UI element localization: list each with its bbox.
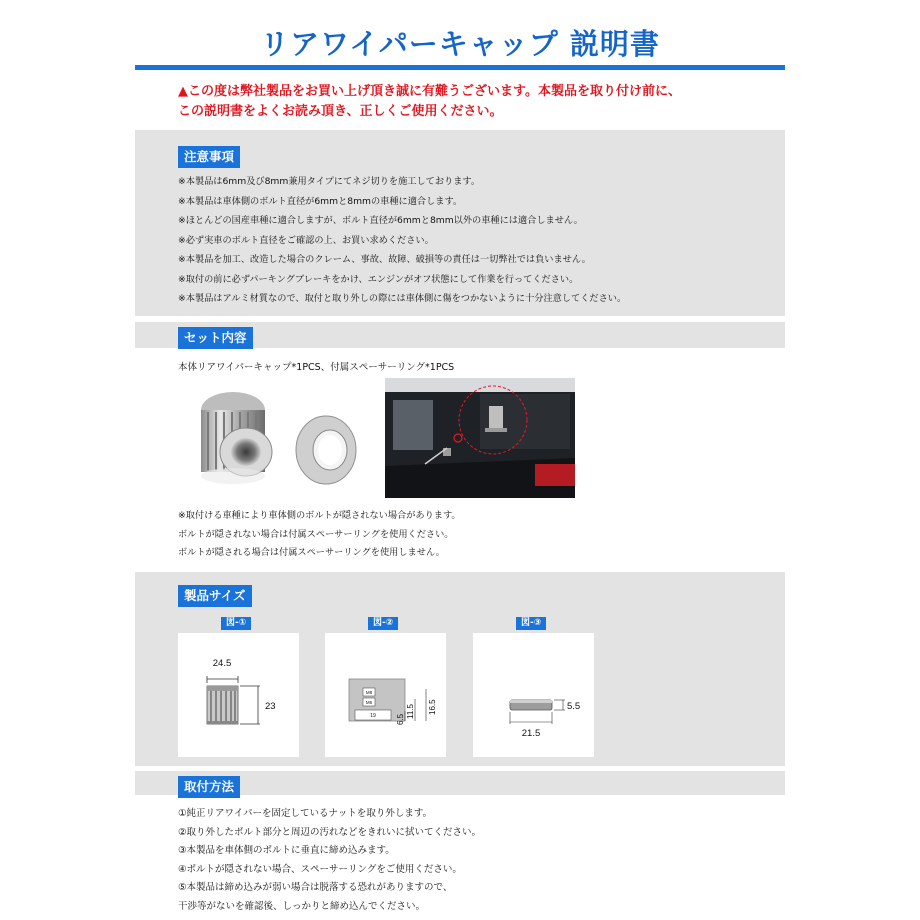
fig1-width-label: 24.5 xyxy=(212,658,232,669)
install-step: ④ボルトが隠されない場合、スペーサーリングをご使用ください。 xyxy=(178,863,462,875)
intro-notice xyxy=(178,82,778,122)
fig2-d19-label: 19 xyxy=(370,713,376,719)
install-step: ③本製品を車体側のボルトに垂直に締め込みます。 xyxy=(178,845,395,856)
caution-item: ※必ず実車のボルト直径をご確認の上、お買い求めください。 xyxy=(178,234,434,246)
install-step: ②取り外したボルト部分と周辺の汚れなどをきれいに拭いてください。 xyxy=(178,826,482,838)
page-title: リアワイパーキャップ 説明書 xyxy=(260,27,660,61)
set-note: ※取付ける車種により車体側のボルトが隠されない場合があります。 xyxy=(178,510,461,521)
install-step: ①純正リアワイパーを固定しているナットを取り外します。 xyxy=(178,808,433,819)
title-divider xyxy=(135,65,785,70)
product-photo xyxy=(178,378,368,498)
fig1-box xyxy=(178,633,299,757)
set-notes xyxy=(178,507,778,563)
caution-item: ※本製品はアルミ材質なので、取付と取り外しの際には車体側に傷をつかないように十分注意してください。 xyxy=(178,293,627,304)
install-step: 干渉等がないを確認後、しっかりと締め込んでください。 xyxy=(178,900,426,912)
install-list xyxy=(178,805,778,916)
set-note: ボルトが隠されない場合は付属スペーサーリングを使用ください。 xyxy=(178,528,454,540)
fig1-tag: 図-① xyxy=(221,617,251,630)
install-label: 取付方法 xyxy=(178,776,240,798)
fig2-box xyxy=(325,633,446,757)
fig1-drawing xyxy=(178,633,299,757)
installed-photo-illustration xyxy=(385,378,575,498)
set-description: 本体リアワイパーキャップ*1PCS、付属スペーサーリング*1PCS xyxy=(178,362,455,373)
caution-item: ※本製品は6mm及び8mm兼用タイプにてネジ切りを施工しております。 xyxy=(178,176,481,187)
fig3-box xyxy=(473,633,594,757)
intro-line-1: ▲この度は弊社製品をお買い上げ頂き誠に有難うございます。本製品を取り付け前に、 xyxy=(178,84,681,99)
fig2-drawing xyxy=(325,633,446,757)
fig2-d115-label: 11.5 xyxy=(406,704,415,719)
set-note: ボルトが隠される場合は付属スペーサーリングを使用しません。 xyxy=(178,547,445,558)
caution-item: ※本製品を加工、改造した場合のクレーム、事故、故障、破損等の責任は一切弊社では負いません。 xyxy=(178,254,591,265)
fig3-width-label: 21.5 xyxy=(521,728,541,739)
intro-line-2: この説明書をよくお読み頂き、正しくご使用ください。 xyxy=(178,104,503,119)
install-step: ⑤本製品は締め込みが弱い場合は脱落する恐れがありますので、 xyxy=(178,882,453,893)
fig3-height-label: 5.5 xyxy=(567,701,581,712)
fig3-drawing xyxy=(473,633,594,757)
caution-item: ※ほとんどの国産車種に適合しますが、ボルト直径が6mmと8mm以外の車種には適合しません。 xyxy=(178,215,583,226)
caution-item: ※本製品は車体側のボルト直径が6mmと8mmの車種に適合します。 xyxy=(178,195,463,207)
fig2-m6-label: M6 xyxy=(365,700,373,705)
fig2-d165-label: 16.5 xyxy=(428,699,437,715)
size-label: 製品サイズ xyxy=(178,585,252,607)
product-photo-illustration xyxy=(178,378,368,498)
fig1-height-label: 23 xyxy=(265,701,276,712)
fig2-d65-label: 6.5 xyxy=(396,713,405,725)
caution-label: 注意事項 xyxy=(178,146,240,168)
caution-item: ※取付の前に必ずパーキングブレーキをかけ、エンジンがオフ状態にして作業を行ってください。 xyxy=(178,273,579,285)
installed-photo xyxy=(385,378,575,498)
fig2-tag: 図-② xyxy=(368,617,398,630)
caution-list xyxy=(178,172,778,309)
fig3-tag: 図-③ xyxy=(516,617,546,630)
fig2-m8-label: M8 xyxy=(365,690,373,695)
set-label: セット内容 xyxy=(178,327,253,349)
